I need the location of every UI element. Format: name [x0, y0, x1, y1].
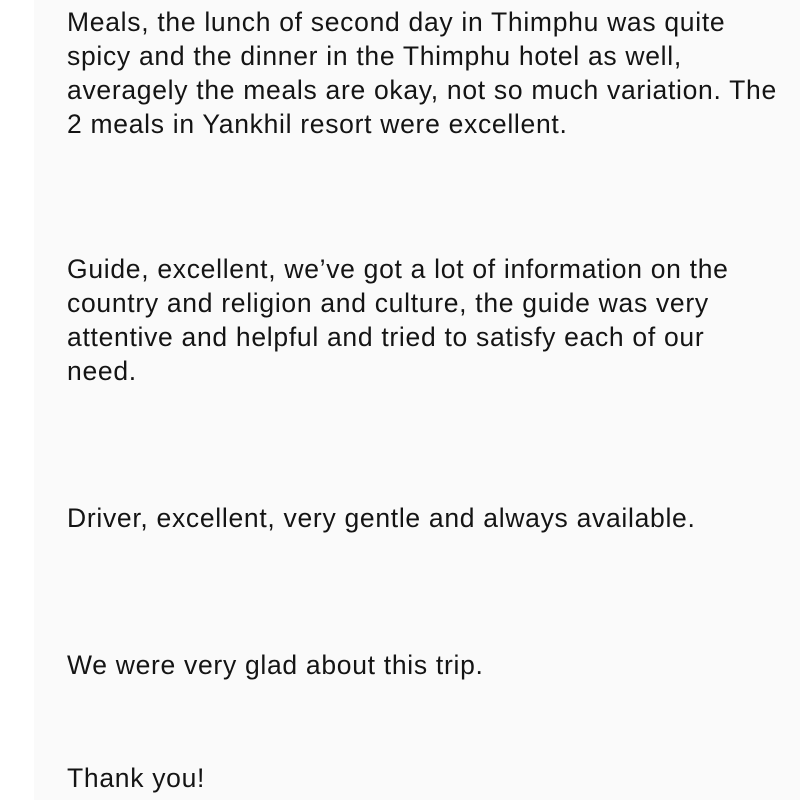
trip-paragraph: We were very glad about this trip. [67, 650, 484, 680]
thank-you-paragraph: Thank you! [67, 763, 206, 793]
message-panel [34, 0, 800, 800]
guide-paragraph: Guide, excellent, we’ve got a lot of information on the country and religion and culture, the guide was very attentive and helpful and tried to satisfy each of our need. [67, 254, 729, 386]
driver-paragraph: Driver, excellent, very gentle and always available. [67, 503, 696, 533]
meals-paragraph: Meals, the lunch of second day in Thimphu was quite spicy and the dinner in the Thimphu hotel as well, averagely the meals are okay, not so much variation. The 2 meals in Yankhil resort were excellent. [67, 7, 777, 139]
